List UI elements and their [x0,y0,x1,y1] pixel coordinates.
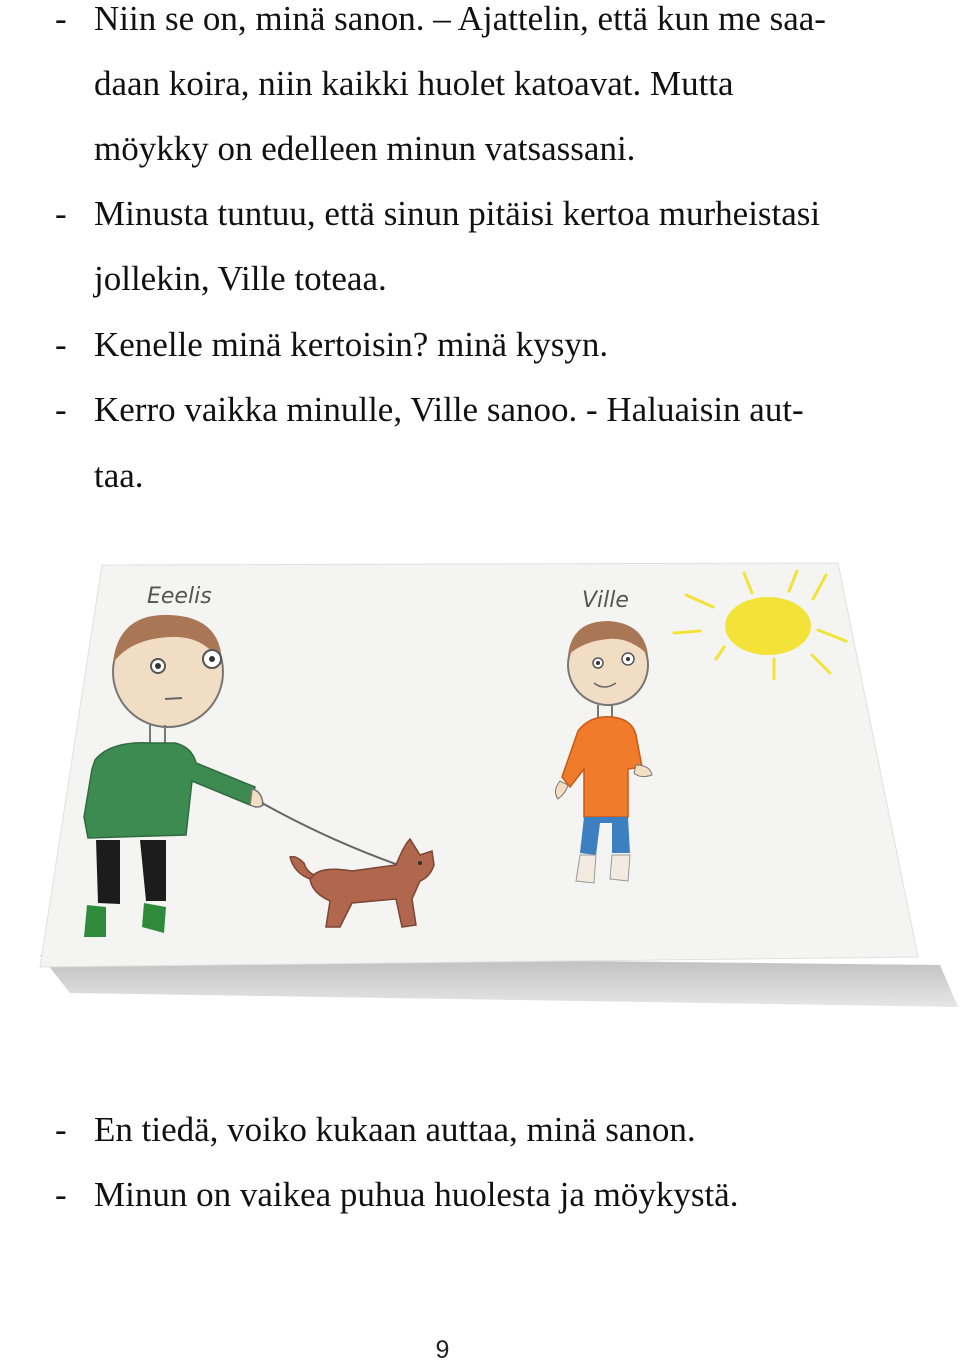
line-dash: - [55,325,67,364]
line-text: Kerro vaikka minulle, Ville sanoo. - Haluaisin aut- [94,390,804,429]
line-dash: - [55,1110,67,1149]
label-eelis: Eeelis [147,584,212,609]
line-dash: - [55,194,67,233]
line-dash: - [55,390,67,429]
line-dash: - [55,0,67,38]
line-text: daan koira, niin kaikki huolet katoavat. Mutta [94,64,734,103]
line-text: Niin se on, minä sanon. – Ajattelin, että kun me saa- [94,0,826,38]
label-ville: Ville [582,588,629,613]
text-line-1 [0,0,960,49]
line-text: Minun on vaikea puhua huolesta ja möykystä. [94,1175,739,1214]
line-text: Minusta tuntuu, että sinun pitäisi kertoa murheistasi [94,194,821,233]
line-text: Kenelle minä kertoisin? minä kysyn. [94,325,609,364]
text-line-2 [0,54,960,114]
line-text: jollekin, Ville toteaa. [94,259,387,298]
text-line-6 [0,315,960,375]
text-line-5 [0,249,960,309]
text-line-10 [0,1165,960,1225]
line-dash: - [55,1175,67,1214]
text-line-9 [0,1100,960,1160]
text-line-7 [0,380,960,440]
line-text: möykky on edelleen minun vatsassani. [94,129,636,168]
text-line-8 [0,446,960,506]
drawing-photo [0,555,960,1015]
text-line-3 [0,119,960,179]
page-number: 9 [435,1336,450,1364]
text-line-4 [0,184,960,244]
line-text: taa. [94,456,144,495]
line-text: En tiedä, voiko kukaan auttaa, minä sanon. [94,1110,696,1149]
drawing-illustration [0,555,960,1015]
